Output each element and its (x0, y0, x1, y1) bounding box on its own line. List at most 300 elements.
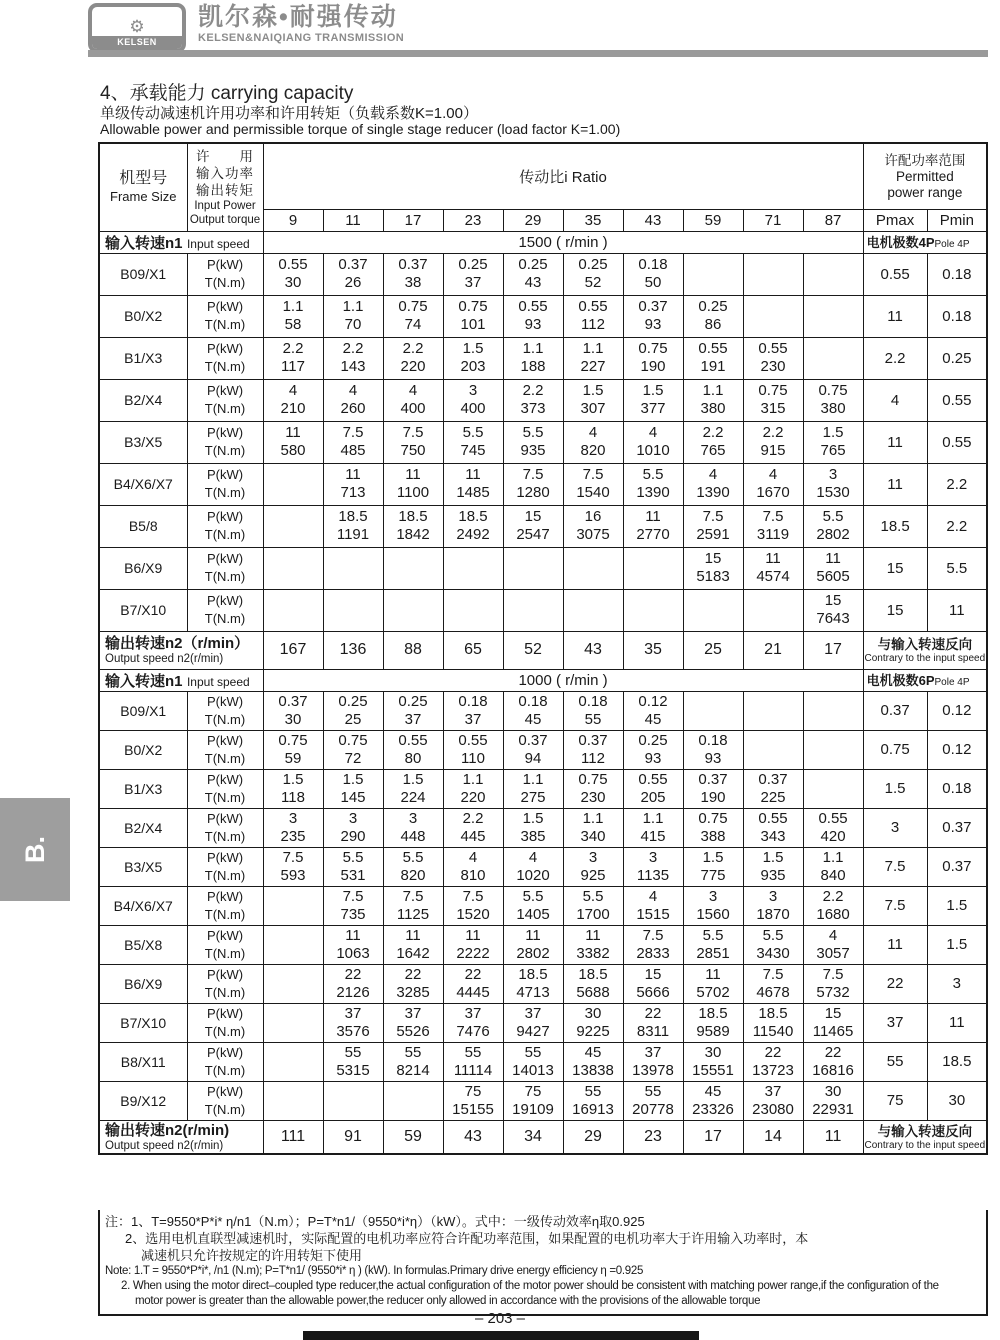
pmax-cell: 11 (863, 421, 927, 463)
power-torque-header: 许 用 输入功率 输出转矩 Input Power Output torque (187, 143, 263, 231)
power-torque-cell: 30 22931 (803, 1081, 863, 1120)
power-torque-cell: 30 15551 (683, 1042, 743, 1081)
power-torque-cell: 0.37 30 (263, 691, 323, 730)
power-torque-cell: 15 11465 (803, 1003, 863, 1042)
pmin-cell: 0.25 (927, 337, 987, 379)
power-torque-cell: 7.5 3119 (743, 505, 803, 547)
power-torque-cell: 0.37 112 (563, 730, 623, 769)
power-torque-cell: 37 9427 (503, 1003, 563, 1042)
page-title: 4、承载能力 carrying capacity (100, 83, 354, 104)
power-torque-cell: 1.1 415 (623, 808, 683, 847)
pmin-cell: 3 (927, 964, 987, 1003)
power-torque-cell (803, 730, 863, 769)
power-torque-cell: 37 3576 (323, 1003, 383, 1042)
power-torque-cell: 5.5 2802 (803, 505, 863, 547)
note-en-line2: 2. When using the motor direct–coupled type reducer,the actual configuration of the motor power should be consistent with matching power range,if the configuration of the (121, 1280, 939, 1292)
table-row (99, 1003, 987, 1042)
pmin-cell: 1.5 (927, 925, 987, 964)
power-torque-cell (563, 589, 623, 631)
power-torque-cell: 2.2 765 (683, 421, 743, 463)
pmax-cell: 0.37 (863, 691, 927, 730)
power-torque-cell: 11 1485 (443, 463, 503, 505)
power-torque-cell: 22 8311 (623, 1003, 683, 1042)
chapter-side-tab-label: B. (19, 836, 50, 863)
power-torque-cell (383, 547, 443, 589)
power-torque-cell: 1.1 220 (443, 769, 503, 808)
power-torque-cell (383, 1081, 443, 1120)
power-torque-cell: 1.1 188 (503, 337, 563, 379)
frame-size-cell: B7/X10 (99, 1003, 187, 1042)
output-speed-cell: 59 (383, 1120, 443, 1154)
power-torque-cell: 75 19109 (503, 1081, 563, 1120)
power-torque-cell: 0.75 388 (683, 808, 743, 847)
power-torque-cell: 45 13838 (563, 1042, 623, 1081)
table-row (99, 505, 987, 547)
brand-name-en: KELSEN&NAIQIANG TRANSMISSION (198, 32, 405, 44)
ratio-value-header: 9 (263, 209, 323, 231)
power-torque-cell: 18.5 4713 (503, 964, 563, 1003)
table-row (99, 1042, 987, 1081)
power-torque-cell: 37 13978 (623, 1042, 683, 1081)
pt-label-cell: P(kW) T(N.m) (187, 547, 263, 589)
power-torque-cell: 7.5 1280 (503, 463, 563, 505)
power-torque-cell: 4 1670 (743, 463, 803, 505)
pt-label-cell: P(kW) T(N.m) (187, 463, 263, 505)
power-torque-cell: 4 1010 (623, 421, 683, 463)
pmin-cell: 0.18 (927, 253, 987, 295)
power-torque-cell: 0.55 80 (383, 730, 443, 769)
power-torque-cell (683, 253, 743, 295)
power-torque-cell: 55 16913 (563, 1081, 623, 1120)
frame-size-cell: B09/X1 (99, 253, 187, 295)
table-row (99, 379, 987, 421)
power-torque-cell: 0.55 420 (803, 808, 863, 847)
frame-size-cell: B2/X4 (99, 808, 187, 847)
ratio-value-header: 43 (623, 209, 683, 231)
power-torque-cell (263, 589, 323, 631)
pmax-cell: 15 (863, 547, 927, 589)
power-torque-cell: 0.25 43 (503, 253, 563, 295)
power-torque-cell: 11 3382 (563, 925, 623, 964)
ratio-value-header: 17 (383, 209, 443, 231)
output-speed-cell: 17 (683, 1120, 743, 1154)
frame-size-cell: B0/X2 (99, 730, 187, 769)
pmax-cell: 37 (863, 1003, 927, 1042)
output-speed-cell: 167 (263, 631, 323, 669)
pmin-cell: 0.55 (927, 421, 987, 463)
power-torque-cell: 55 14013 (503, 1042, 563, 1081)
power-torque-cell: 22 2126 (323, 964, 383, 1003)
pt-label-cell: P(kW) T(N.m) (187, 1003, 263, 1042)
ratio-value-header: 29 (503, 209, 563, 231)
power-torque-cell: 1.1 340 (563, 808, 623, 847)
power-torque-cell (743, 691, 803, 730)
power-torque-cell: 11 5605 (803, 547, 863, 589)
power-torque-cell: 55 20778 (623, 1081, 683, 1120)
pmax-cell: 11 (863, 295, 927, 337)
pmin-cell: 0.37 (927, 847, 987, 886)
power-torque-cell: 11 713 (323, 463, 383, 505)
frame-size-cell: B4/X6/X7 (99, 886, 187, 925)
power-torque-cell: 1.5 145 (323, 769, 383, 808)
power-torque-cell: 2.2 1680 (803, 886, 863, 925)
output-speed-cell: 14 (743, 1120, 803, 1154)
power-torque-cell: 0.18 45 (503, 691, 563, 730)
table-row (99, 253, 987, 295)
power-torque-cell: 15 2547 (503, 505, 563, 547)
pt-label-cell: P(kW) T(N.m) (187, 964, 263, 1003)
power-torque-cell (503, 547, 563, 589)
pt-label-cell: P(kW) T(N.m) (187, 730, 263, 769)
power-torque-cell (323, 547, 383, 589)
power-torque-cell: 37 7476 (443, 1003, 503, 1042)
power-torque-cell: 1.1 275 (503, 769, 563, 808)
output-speed-cell: 23 (623, 1120, 683, 1154)
power-torque-cell: 55 5315 (323, 1042, 383, 1081)
power-torque-cell (803, 295, 863, 337)
table-row (99, 769, 987, 808)
note-cn-line3: 减速机只允许按规定的许用转矩下使用 (141, 1248, 363, 1263)
power-torque-cell: 0.12 45 (623, 691, 683, 730)
ratio-value-header: 87 (803, 209, 863, 231)
power-torque-cell (683, 589, 743, 631)
power-torque-cell (263, 463, 323, 505)
power-torque-cell: 7.5 735 (323, 886, 383, 925)
power-torque-cell: 0.55 30 (263, 253, 323, 295)
power-torque-cell: 5.5 1700 (563, 886, 623, 925)
power-torque-cell (443, 547, 503, 589)
gear-icon: ⚙ (129, 17, 145, 36)
power-torque-cell: 4 1390 (683, 463, 743, 505)
power-torque-cell: 0.55 93 (503, 295, 563, 337)
power-torque-cell: 5.5 1390 (623, 463, 683, 505)
subtitle-en: Allowable power and permissible torque of single stage reducer (load factor K=1.00) (100, 121, 621, 137)
pmin-cell: 0.55 (927, 379, 987, 421)
power-torque-cell (263, 925, 323, 964)
power-torque-cell: 0.37 190 (683, 769, 743, 808)
power-torque-cell (323, 589, 383, 631)
power-torque-cell (803, 691, 863, 730)
power-torque-cell: 11 5702 (683, 964, 743, 1003)
power-torque-cell: 0.25 93 (623, 730, 683, 769)
pmax-cell: 75 (863, 1081, 927, 1120)
power-torque-cell: 0.37 94 (503, 730, 563, 769)
power-torque-cell: 3 448 (383, 808, 443, 847)
power-torque-cell: 0.55 110 (443, 730, 503, 769)
power-torque-cell (503, 589, 563, 631)
power-torque-cell: 22 4445 (443, 964, 503, 1003)
pmin-cell: 1.5 (927, 886, 987, 925)
power-torque-cell: 0.75 380 (803, 379, 863, 421)
pmax-cell: 22 (863, 964, 927, 1003)
power-torque-cell: 5.5 2851 (683, 925, 743, 964)
note-cn-line2: 2、选用电机直联型减速机时，实际配置的电机功率应符合许配功率范围，如果配置的电机功率大于许用输入功率时，本 (125, 1231, 809, 1246)
subtitle-cn: 单级传动减速机许用功率和许用转矩（负载系数K=1.00） (100, 105, 478, 122)
power-torque-cell: 7.5 5732 (803, 964, 863, 1003)
power-torque-cell: 18.5 9589 (683, 1003, 743, 1042)
power-torque-cell: 3 1870 (743, 886, 803, 925)
ratio-value-header: 59 (683, 209, 743, 231)
power-torque-cell: 3 1560 (683, 886, 743, 925)
contrary-cell: 与输入转速反向 Contrary to the input speed (863, 631, 987, 669)
pmax-cell: 7.5 (863, 886, 927, 925)
output-speed-label: 输出转速n2(r/min) Output speed n2(r/min) (99, 1120, 263, 1154)
power-torque-cell: 1.1 227 (563, 337, 623, 379)
frame-size-cell: B2/X4 (99, 379, 187, 421)
pmax-cell: 3 (863, 808, 927, 847)
power-torque-cell: 1.5 118 (263, 769, 323, 808)
pt-label-cell: P(kW) T(N.m) (187, 808, 263, 847)
brand-name-cn: 凯尔森•耐强传动 (198, 3, 398, 31)
power-torque-cell: 2.2 445 (443, 808, 503, 847)
power-torque-cell: 0.18 93 (683, 730, 743, 769)
output-speed-cell: 136 (323, 631, 383, 669)
power-torque-cell: 1.5 775 (683, 847, 743, 886)
pmax-cell: 4 (863, 379, 927, 421)
power-torque-cell: 11 1642 (383, 925, 443, 964)
power-torque-cell (803, 337, 863, 379)
power-torque-cell: 45 23326 (683, 1081, 743, 1120)
table-row (99, 547, 987, 589)
power-torque-cell: 55 11114 (443, 1042, 503, 1081)
table-row (99, 730, 987, 769)
power-torque-cell: 1.1 70 (323, 295, 383, 337)
pmax-cell: 11 (863, 463, 927, 505)
pt-label-cell: P(kW) T(N.m) (187, 769, 263, 808)
power-torque-cell: 0.18 55 (563, 691, 623, 730)
power-torque-cell: 1.5 307 (563, 379, 623, 421)
frame-size-cell: B1/X3 (99, 769, 187, 808)
output-speed-cell: 52 (503, 631, 563, 669)
power-torque-cell: 0.75 315 (743, 379, 803, 421)
power-torque-cell: 1.1 840 (803, 847, 863, 886)
power-torque-cell: 0.55 205 (623, 769, 683, 808)
power-torque-cell: 18.5 11540 (743, 1003, 803, 1042)
pmin-cell: 0.18 (927, 295, 987, 337)
ratio-header: 传动比i Ratio (263, 143, 863, 209)
power-torque-cell: 0.75 72 (323, 730, 383, 769)
power-torque-cell: 7.5 593 (263, 847, 323, 886)
pmin-cell: 2.2 (927, 505, 987, 547)
frame-size-cell: B0/X2 (99, 295, 187, 337)
power-torque-cell (263, 505, 323, 547)
power-torque-cell (263, 1081, 323, 1120)
power-torque-cell: 1.5 224 (383, 769, 443, 808)
power-torque-cell (743, 589, 803, 631)
ratio-value-header: 71 (743, 209, 803, 231)
power-torque-cell: 4 1020 (503, 847, 563, 886)
power-torque-cell (803, 769, 863, 808)
power-torque-cell: 11 1100 (383, 463, 443, 505)
table-row (99, 589, 987, 631)
table-row (99, 1081, 987, 1120)
pt-label-cell: P(kW) T(N.m) (187, 691, 263, 730)
power-torque-cell: 0.37 225 (743, 769, 803, 808)
power-torque-cell: 0.55 191 (683, 337, 743, 379)
power-torque-cell: 7.5 1520 (443, 886, 503, 925)
power-torque-cell (383, 589, 443, 631)
table-row (99, 421, 987, 463)
table-row (99, 691, 987, 730)
power-torque-cell: 22 3285 (383, 964, 443, 1003)
power-torque-cell: 4 810 (443, 847, 503, 886)
power-torque-cell: 1.5 377 (623, 379, 683, 421)
footer-bar (303, 1331, 699, 1340)
output-speed-cell: 34 (503, 1120, 563, 1154)
power-torque-cell: 0.37 26 (323, 253, 383, 295)
power-torque-cell (323, 1081, 383, 1120)
table-row (99, 964, 987, 1003)
pmax-cell: 18.5 (863, 505, 927, 547)
pmin-cell: 0.37 (927, 808, 987, 847)
frame-size-cell: B5/8 (99, 505, 187, 547)
power-torque-cell: 3 290 (323, 808, 383, 847)
power-torque-cell: 16 3075 (563, 505, 623, 547)
table-row (99, 337, 987, 379)
power-torque-cell (263, 547, 323, 589)
ratio-value-header: 23 (443, 209, 503, 231)
power-torque-cell: 18.5 1191 (323, 505, 383, 547)
pmin-cell: 18.5 (927, 1042, 987, 1081)
power-torque-cell: 1.1 380 (683, 379, 743, 421)
pmax-cell: 1.5 (863, 769, 927, 808)
pt-label-cell: P(kW) T(N.m) (187, 847, 263, 886)
note-en-line3: motor power is greater than the allowable power,the reducer only allowed in accordance with the provisions of the allowable torque (135, 1295, 761, 1307)
power-torque-cell: 11 4574 (743, 547, 803, 589)
output-speed-cell: 91 (323, 1120, 383, 1154)
power-torque-cell (803, 253, 863, 295)
frame-size-cell: B6/X9 (99, 964, 187, 1003)
power-torque-cell: 5.5 531 (323, 847, 383, 886)
power-torque-cell: 37 23080 (743, 1081, 803, 1120)
power-torque-cell: 11 1063 (323, 925, 383, 964)
chapter-side-tab (0, 798, 70, 901)
power-torque-cell: 7.5 750 (383, 421, 443, 463)
frame-size-cell: B4/X6/X7 (99, 463, 187, 505)
motor-pole-cell: 电机极数4PPole 4P (863, 231, 987, 253)
power-torque-cell: 0.25 37 (443, 253, 503, 295)
pmin-cell: 0.12 (927, 691, 987, 730)
power-torque-cell: 3 1530 (803, 463, 863, 505)
power-torque-cell: 7.5 4678 (743, 964, 803, 1003)
pt-label-cell: P(kW) T(N.m) (187, 337, 263, 379)
pmax-cell: 11 (863, 925, 927, 964)
power-torque-cell (263, 1003, 323, 1042)
power-torque-cell: 4 400 (383, 379, 443, 421)
power-torque-cell: 0.25 86 (683, 295, 743, 337)
pmin-cell: 0.12 (927, 730, 987, 769)
power-torque-cell: 0.75 190 (623, 337, 683, 379)
frame-size-cell: B09/X1 (99, 691, 187, 730)
power-torque-cell: 1.5 385 (503, 808, 563, 847)
power-torque-cell: 18.5 2492 (443, 505, 503, 547)
output-speed-cell: 43 (563, 631, 623, 669)
output-speed-cell: 88 (383, 631, 443, 669)
power-torque-cell: 0.25 25 (323, 691, 383, 730)
output-speed-label: 输出转速n2（r/min） Output speed n2(r/min) (99, 631, 263, 669)
pmin-cell: 0.18 (927, 769, 987, 808)
pmax-cell: 0.75 (863, 730, 927, 769)
pt-label-cell: P(kW) T(N.m) (187, 589, 263, 631)
power-torque-cell: 3 400 (443, 379, 503, 421)
power-torque-cell: 0.75 101 (443, 295, 503, 337)
power-torque-cell (743, 253, 803, 295)
frame-size-header: 机型号 Frame Size (99, 143, 187, 231)
table-row (99, 295, 987, 337)
power-torque-cell: 4 820 (563, 421, 623, 463)
power-torque-cell (563, 547, 623, 589)
output-speed-cell: 43 (443, 1120, 503, 1154)
power-torque-cell: 22 13723 (743, 1042, 803, 1081)
output-speed-cell: 65 (443, 631, 503, 669)
note-cn-line1: 注：1、T=9550*P*i* η/n1（N.m）；P=T*n1/（9550*i*η）（kW）。式中：一级传动效率η取0.925 (105, 1214, 645, 1229)
table-row (99, 925, 987, 964)
power-torque-cell: 5.5 3430 (743, 925, 803, 964)
power-torque-cell: 5.5 1405 (503, 886, 563, 925)
power-torque-cell: 11 2802 (503, 925, 563, 964)
pt-label-cell: P(kW) T(N.m) (187, 253, 263, 295)
power-torque-cell: 37 5526 (383, 1003, 443, 1042)
capacity-table (98, 142, 988, 1155)
power-torque-cell: 5.5 935 (503, 421, 563, 463)
pt-label-cell: P(kW) T(N.m) (187, 295, 263, 337)
motor-pole-cell: 电机极数6PPole 4P (863, 669, 987, 691)
power-torque-cell: 5.5 745 (443, 421, 503, 463)
power-torque-cell: 0.37 93 (623, 295, 683, 337)
power-torque-cell: 15 5666 (623, 964, 683, 1003)
frame-size-cell: B1/X3 (99, 337, 187, 379)
power-torque-cell (263, 886, 323, 925)
power-torque-cell: 30 9225 (563, 1003, 623, 1042)
ratio-value-header: 11 (323, 209, 383, 231)
power-torque-cell (743, 730, 803, 769)
pmin-cell: 11 (927, 1003, 987, 1042)
power-torque-cell (263, 1042, 323, 1081)
power-torque-cell: 0.37 38 (383, 253, 443, 295)
output-speed-cell: 11 (803, 1120, 863, 1154)
pmin-cell: 5.5 (927, 547, 987, 589)
capacity-table-wrap (98, 142, 988, 1155)
brand-header (88, 3, 404, 53)
power-torque-cell: 0.55 343 (743, 808, 803, 847)
power-torque-cell: 7.5 2833 (623, 925, 683, 964)
power-torque-cell: 75 15155 (443, 1081, 503, 1120)
power-torque-cell: 0.18 50 (623, 253, 683, 295)
power-torque-cell: 7.5 1125 (383, 886, 443, 925)
power-torque-cell: 4 210 (263, 379, 323, 421)
power-torque-cell: 0.75 74 (383, 295, 443, 337)
power-torque-cell: 3 1135 (623, 847, 683, 886)
output-speed-cell: 29 (563, 1120, 623, 1154)
frame-size-cell: B5/X8 (99, 925, 187, 964)
power-torque-cell: 7.5 485 (323, 421, 383, 463)
power-torque-cell: 3 235 (263, 808, 323, 847)
power-torque-cell: 0.75 230 (563, 769, 623, 808)
pmax-cell: 2.2 (863, 337, 927, 379)
pmax-cell: 55 (863, 1042, 927, 1081)
power-torque-cell: 11 2222 (443, 925, 503, 964)
pt-label-cell: P(kW) T(N.m) (187, 1042, 263, 1081)
power-torque-cell: 4 3057 (803, 925, 863, 964)
logo-text: KELSEN (92, 36, 182, 49)
pt-label-cell: P(kW) T(N.m) (187, 1081, 263, 1120)
power-torque-cell: 0.25 52 (563, 253, 623, 295)
power-torque-cell: 55 8214 (383, 1042, 443, 1081)
power-torque-cell: 2.2 915 (743, 421, 803, 463)
power-torque-cell: 0.55 112 (563, 295, 623, 337)
power-torque-cell: 1.5 765 (803, 421, 863, 463)
notes-block (98, 1210, 988, 1316)
